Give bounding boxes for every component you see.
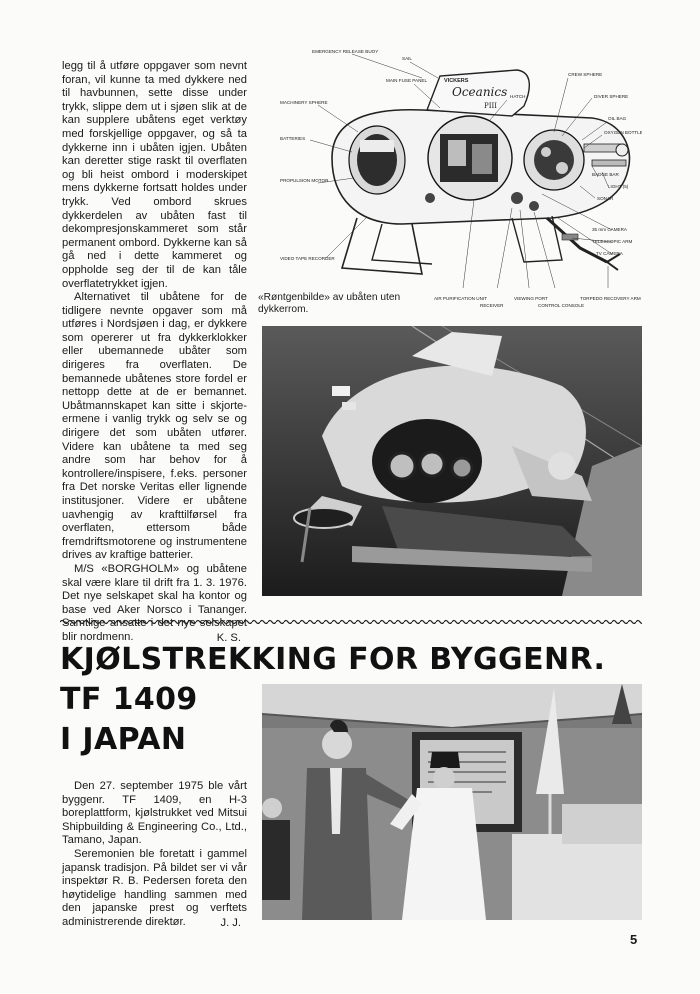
diagram-label: OIL BAG	[608, 116, 627, 121]
author-signature: K. S.	[216, 631, 241, 644]
hull-model-text: PIII	[484, 102, 498, 110]
paragraph: legg til å utføre oppgaver som nevnt foran, vil kunne ta med dykkere ned til havbunnen, sette disse under trykk, slippe dem ut i sjøen slik at de kan supplere ubåtens eget verktøy med forskjellige oppgaver, og så ta dykkerne inn i ubåten igjen. Ubåten kan deretter stige raskt til overflaten og bli heist ombord i moderskipet mens dykkerne fortsatt holdes under trykk. Ved ombord skrues dykkerdelen av ubåten fast til dekompresjonskammeret som står permanent ombord. Dykkerne kan så gå ned i dette kammeret og oppholde seg der til de kan tåle overflatetrykket igjen.	[62, 60, 247, 290]
article-body	[62, 780, 247, 930]
diagram-caption: «Røntgenbilde» av ubåten uten dykkerrom.	[258, 292, 401, 315]
diagram-label: VIEWING PORT	[514, 296, 548, 301]
submarine-photo	[262, 326, 642, 596]
diagram-label: MAIN FUSE PANEL	[386, 78, 428, 83]
diagram-label: CREW SPHERE	[568, 72, 603, 77]
ceremony-photo	[262, 684, 642, 920]
diagram-label: VIDEO TAPE RECORDER	[280, 256, 335, 261]
diagram-label: BADGE BAR	[592, 172, 619, 177]
paragraph: Den 27. september 1975 ble vårt byggenr. TF 1409, en H-3 boreplattform, kjølstrukket ved Mitsui Shipbuilding & Engineering Co., Ltd., Tamano, Japan.	[62, 780, 247, 847]
diagram-label: TV CAMERA	[596, 251, 623, 256]
headline-line: KJØLSTREKKING FOR BYGGENR.	[60, 642, 606, 677]
author-signature: J. J.	[220, 916, 241, 929]
diagram-label: CONTROL CONSOLE	[538, 303, 585, 308]
section-divider	[60, 619, 642, 625]
diagram-label: DIVER SPHERE	[594, 94, 629, 99]
diagram-label: OXYGEN BOTTLE	[604, 130, 642, 135]
diagram-label: TORPEDO RECOVERY ARM	[580, 296, 641, 301]
diagram-label: PROPULSION MOTOR	[280, 178, 329, 183]
paragraph: Alternativet til ubåtene for de tidligere nevnte opgaver som må utføres i Nordsjøen i dag, er dykkere som opererer ut fra dykkerklokker eller ubemannede ubåter som dirigeres fra overflaten. De bemannede ubåtenes store fordel er nettopp dette at de er bemannet. Ubåtmannskapet kan sitte i skjorte-ermene i vanlig trykk og selv se og dirigere det som ubåten utfører. Videre kan ubåtene ta med seg andre som har behov for å kontrollere/inspisere, f.eks. personer fra Det norske Veritas eller lignende institusjoner. Videre er ubåtene uavhengig av krafttilførsel fra overflaten, ettersom både fremdriftsmotorene og instrumentene drives av kraftige batterier.	[62, 291, 247, 562]
diagram-label: EMERGENCY RELEASE BUOY	[312, 49, 379, 54]
headline-line: TF 1409	[60, 682, 198, 717]
page-number: 5	[630, 932, 638, 947]
paragraph: Seremonien ble foretatt i gammel japansk tradisjon. På bildet ser vi vår inspektør R. B. Pedersen foreta den høytidelige handling sammen med den japanske prest og verftets administrerende direktør.	[62, 847, 247, 928]
diagram-label: LIGHT (5)	[608, 184, 629, 189]
diagram-label: TELESCOPIC ARM	[592, 239, 633, 244]
hull-brand-text: VICKERS	[444, 78, 469, 84]
hull-logo-text: Oceanics	[452, 85, 508, 99]
diagram-label: HATCH	[510, 94, 526, 99]
diagram-label: 35 mm CAMERA	[592, 227, 627, 232]
diagram-label: BATTERIES	[280, 136, 306, 141]
diagram-label: AIR PURIFICATION UNIT	[434, 296, 487, 301]
headline-line: I JAPAN	[60, 722, 187, 757]
diagram-label: SAIL	[402, 56, 412, 61]
diagram-label: SONAR	[597, 196, 614, 201]
diagram-label: RECEIVER	[480, 303, 504, 308]
diagram-label: MACHINERY SPHERE	[280, 100, 328, 105]
article-continuation	[62, 60, 247, 645]
paragraph: M/S «BORGHOLM» og ubåtene skal være klare til drift fra 1. 3. 1976. Det nye selskapet skal ha kontor og base ved Aker Norsco i Tananger. blir nordmenn.	[62, 562, 247, 643]
